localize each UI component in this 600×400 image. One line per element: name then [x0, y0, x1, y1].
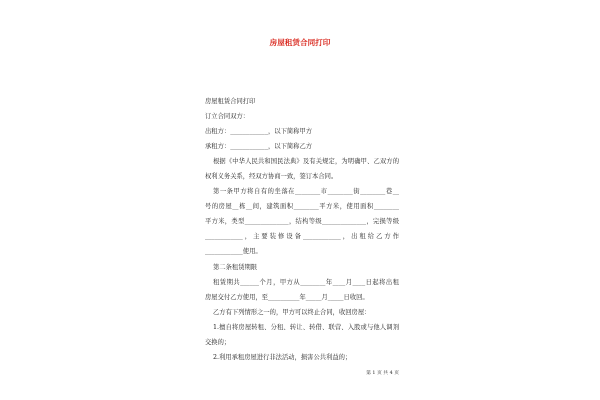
preamble-line: 权利义务关系，经双方协商一致，签订本合同。: [205, 172, 338, 180]
parties-heading: 订立合同双方：: [205, 112, 250, 120]
article-2-heading: 第二条租赁期限: [213, 263, 258, 271]
article-1-line: 第一条甲方将自有的坐落在________市________街________巷__: [213, 188, 399, 196]
lessor-line: 出租方：____________，以下简称甲方: [205, 127, 313, 135]
article-1-line: 号的房屋__栋__间，建筑面积________平方米，使用面积________: [205, 203, 399, 211]
termination-clause-1: 1.擅自将房屋转租、分租、转让、转借、联营、入股或与他人调剂: [213, 323, 399, 331]
termination-clause-1: 交换的；: [205, 339, 231, 346]
lease-term-line: 租赁期共______个月，甲方从________年____月____日起将出租: [213, 278, 399, 286]
page-number: 第 1 页 共 4 页: [366, 371, 399, 376]
header-title: 房屋租赁合同打印: [269, 38, 331, 47]
termination-intro: 乙方有下列情形之一的，甲方可以终止合同，收回房屋：: [213, 308, 371, 316]
article-1-line: ____________使用。: [205, 248, 262, 256]
contract-title: 房屋租赁合同打印: [205, 97, 256, 105]
article-1-line: 平方米，类型______________，结构等级______________，完损等级: [205, 218, 399, 226]
preamble-line: 根据《中华人民共和国民法典》及有关规定，为明确甲、乙双方的: [213, 157, 399, 165]
termination-clause-2: 2.利用承租房屋进行非法活动，损害公共利益的；: [213, 354, 352, 362]
article-1-line: ____________，主要装修设备____________，出租给乙方作: [205, 233, 399, 241]
contract-body: [205, 94, 399, 366]
lessee-line: 承租方：____________，以下简称乙方: [205, 142, 313, 150]
lease-term-line: 房屋交付乙方使用，至__________年_____月_____日收回。: [205, 293, 369, 301]
